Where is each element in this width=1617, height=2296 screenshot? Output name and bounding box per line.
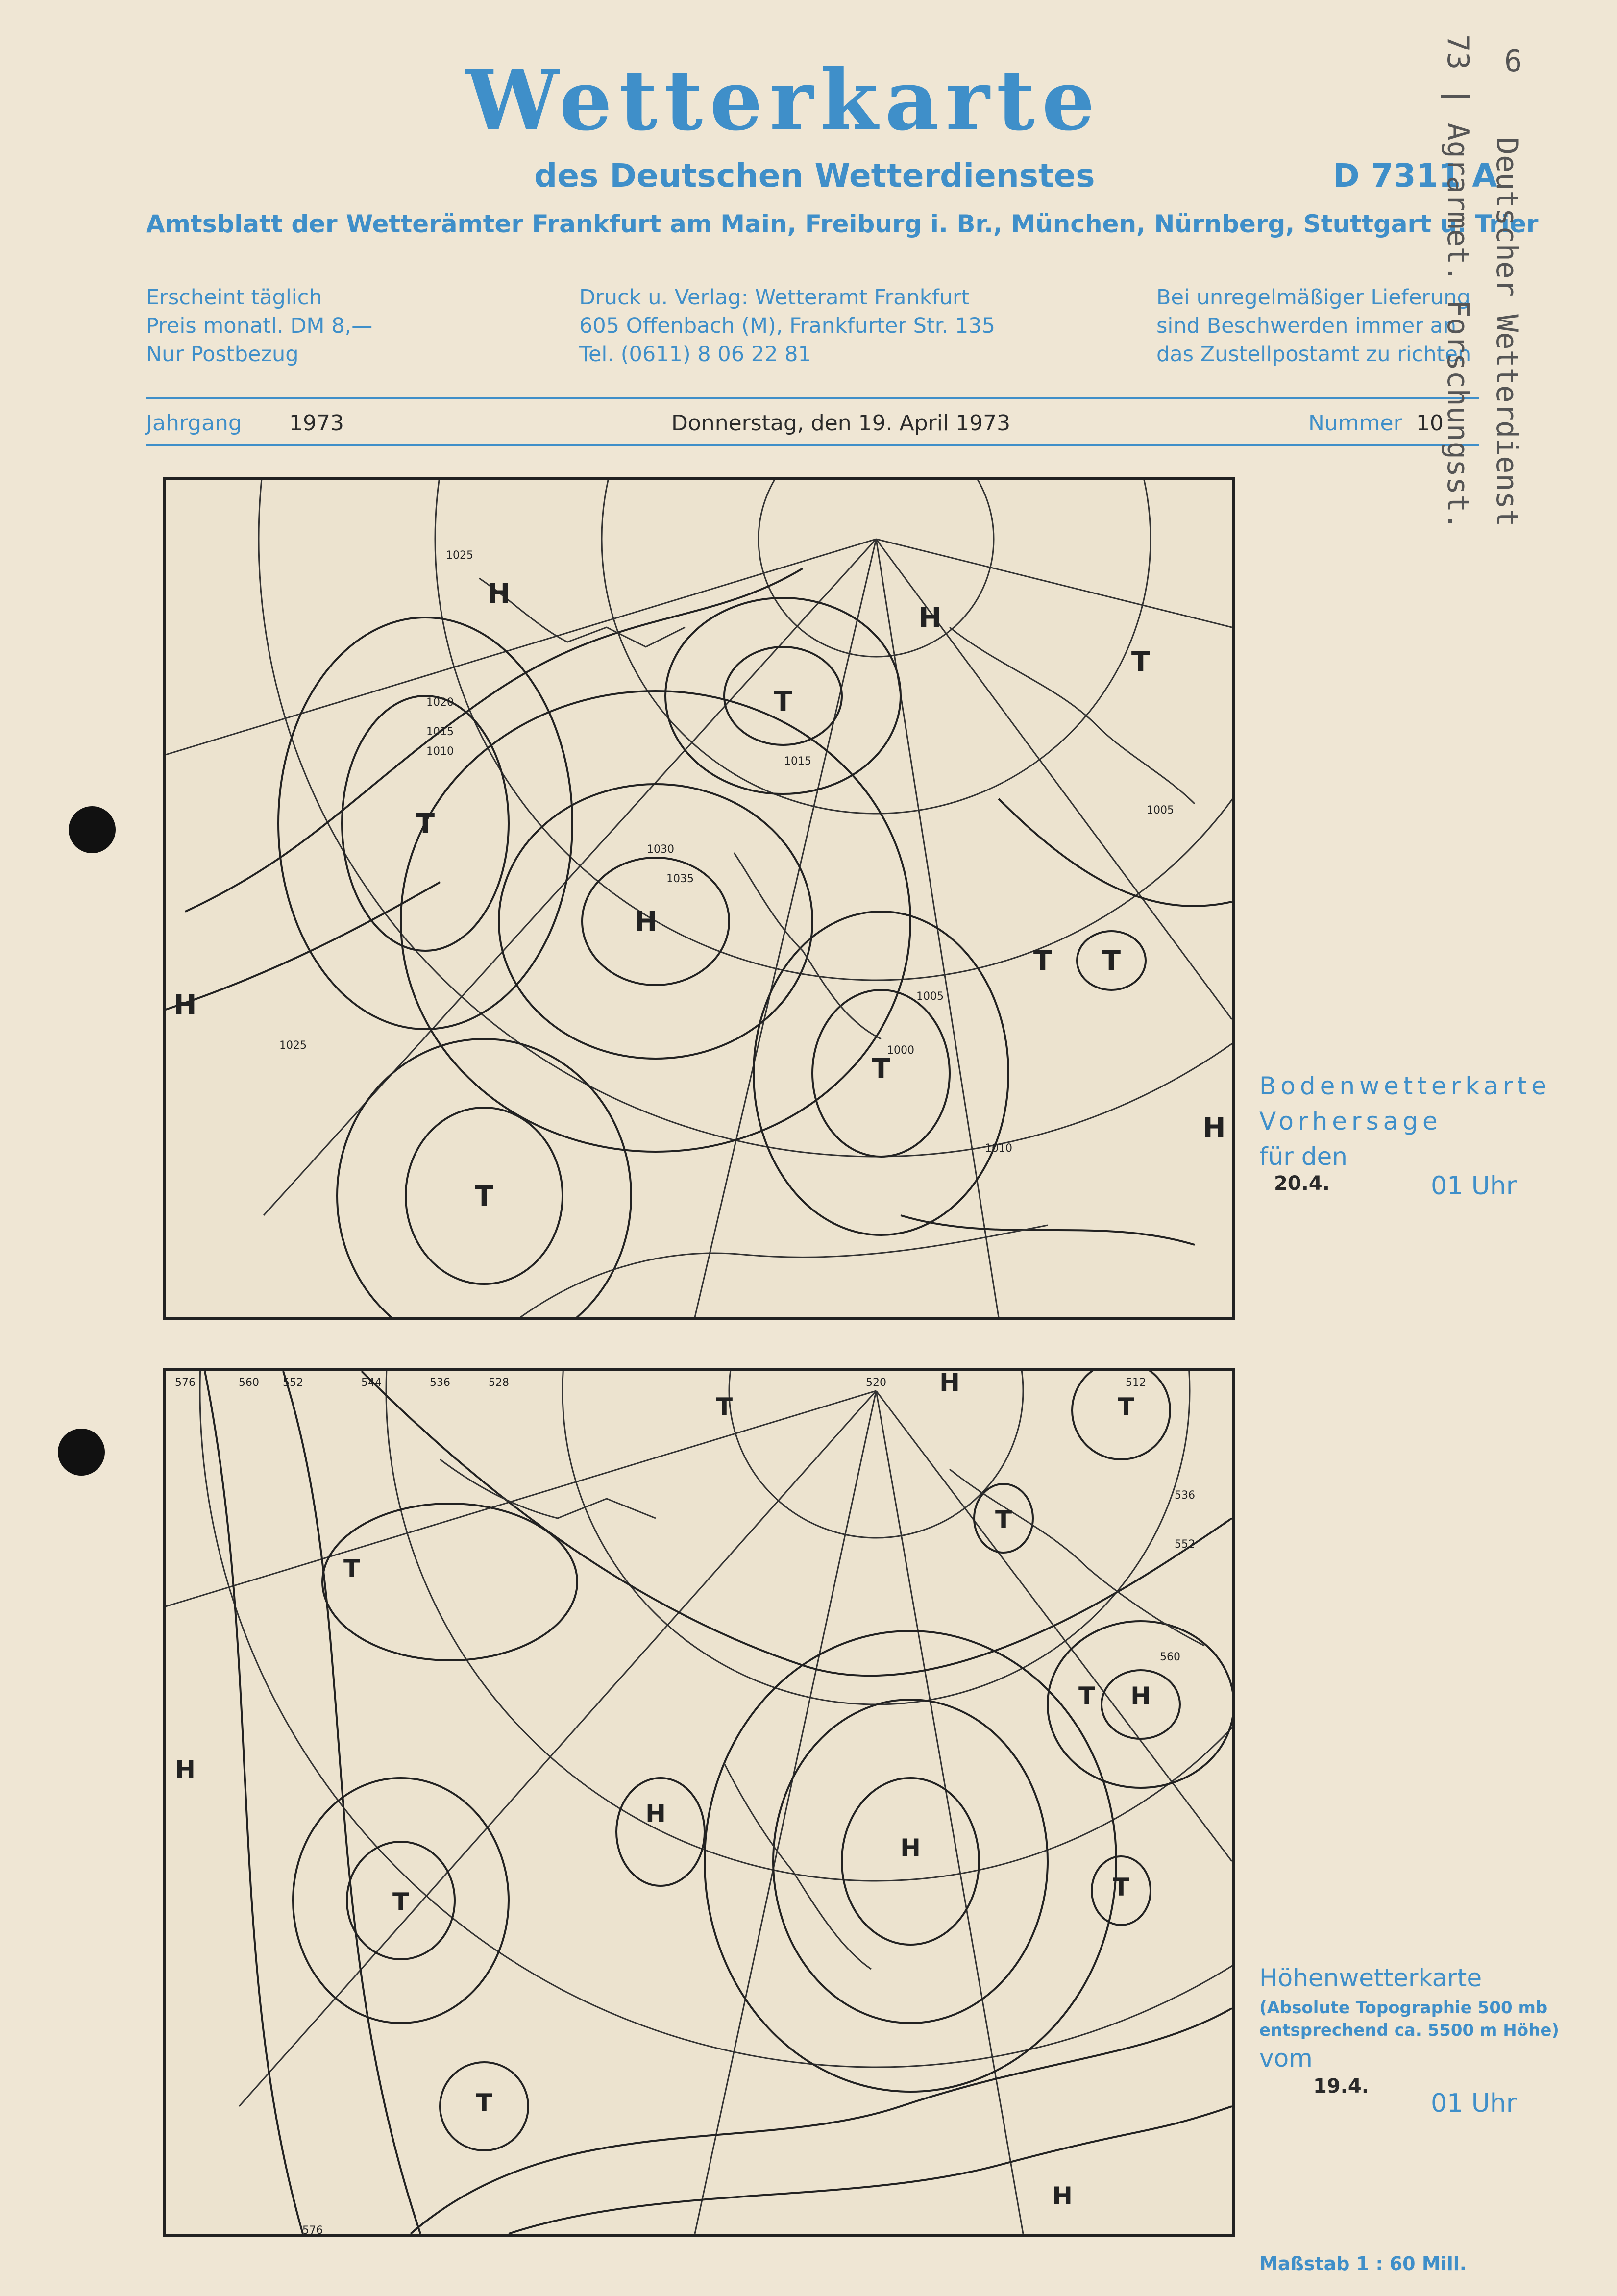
contour-label: 552 [283, 1377, 303, 1389]
number-value: 10 [1416, 411, 1444, 436]
height-system-low: T [995, 1506, 1012, 1534]
height-system-low: T [1078, 1682, 1096, 1710]
isobar-label: 1025 [279, 1039, 307, 1052]
upper-map-note-1: (Absolute Topographie 500 mb [1259, 1998, 1548, 2018]
height-contour [205, 1371, 303, 2234]
isobar-label: 1025 [446, 549, 473, 562]
graticule-circle [729, 1371, 1023, 1538]
isobar-label: 1030 [647, 843, 674, 856]
pressure-system-low: T [1033, 945, 1053, 977]
header-rule-bottom [146, 444, 1479, 446]
isobar-label: 1015 [426, 726, 454, 738]
upper-map-title: Höhenwetterkarte [1259, 1964, 1482, 1992]
contour-label: 512 [1126, 1377, 1146, 1389]
contour-label: 520 [866, 1377, 886, 1389]
isobar-label: 1010 [985, 1142, 1012, 1155]
contour-label: 536 [1175, 1489, 1195, 1502]
surface-map-hour: 01 Uhr [1431, 1171, 1517, 1201]
surface-map-drawing [166, 480, 1232, 1317]
height-system-low: T [715, 1393, 733, 1421]
institution-stamp-line1: Deutscher Wetterdienst [1490, 137, 1524, 527]
pressure-system-low: T [474, 1181, 494, 1212]
height-contour [322, 1504, 577, 1660]
graticule-circle [386, 1371, 1232, 1881]
info-line: Erscheint täglich [146, 285, 322, 310]
contour-label: 576 [175, 1377, 196, 1389]
height-contour [509, 2106, 1232, 2234]
info-line: Preis monatl. DM 8,— [146, 314, 373, 338]
subscription-info [146, 283, 372, 369]
info-line: das Zustellpostamt zu richten [1156, 342, 1471, 367]
height-system-low: T [392, 1888, 410, 1916]
map-scale: Maßstab 1 : 60 Mill. [1259, 2253, 1467, 2274]
punch-hole [58, 1429, 105, 1476]
meridian-line [239, 1391, 876, 2106]
graticule-circle [259, 480, 1232, 1157]
masthead-title: Wetterkarte [466, 51, 1102, 149]
publisher-info [579, 283, 995, 369]
height-system-low: T [1112, 1873, 1130, 1901]
number-label: Nummer [1308, 411, 1402, 436]
isobar-label: 1015 [784, 755, 811, 767]
meridian-line [695, 1391, 876, 2234]
contour-label: 536 [430, 1377, 450, 1389]
coastline [460, 1225, 1048, 1317]
coastline [950, 1469, 1204, 1646]
height-system-high: H [175, 1755, 196, 1784]
contour-label: 552 [1175, 1538, 1195, 1551]
upper-map-date: 19.4. [1313, 2075, 1369, 2098]
upper-map-vom-label: vom [1259, 2044, 1313, 2073]
issue-date: Donnerstag, den 19. April 1973 [671, 411, 1011, 436]
graticule-circle [435, 480, 1232, 980]
isobar [999, 799, 1232, 906]
meridian-line [166, 539, 876, 755]
year-label: Jahrgang [146, 411, 242, 436]
info-line: Druck u. Verlag: Wetteramt Frankfurt [579, 285, 970, 310]
delivery-notice [1156, 283, 1471, 369]
coastline [950, 627, 1195, 804]
official-gazette-line: Amtsblatt der Wetterämter Frankfurt am Main, Freiburg i. Br., München, Nürnberg, Stuttgart u. Trier [146, 210, 1539, 238]
punch-hole [69, 806, 116, 853]
isobar [901, 1215, 1195, 1245]
upper-map-drawing [166, 1371, 1232, 2234]
isobar-label: 1005 [1147, 804, 1174, 816]
masthead-subtitle: des Deutschen Wetterdienstes [534, 157, 1095, 195]
institution-stamp-line2: 73 | Agrarmet. Forschungsst. [1441, 34, 1475, 530]
info-line: sind Beschwerden immer an [1156, 314, 1457, 338]
coastline [724, 1763, 871, 1969]
stamp-corner-mark: 6 [1504, 44, 1522, 78]
height-system-high: H [1130, 1682, 1151, 1710]
upper-air-map [163, 1368, 1235, 2237]
surface-map-date: 20.4. [1274, 1172, 1330, 1195]
isobar-label: 1005 [916, 990, 944, 1003]
pressure-system-high: H [918, 602, 942, 634]
surface-map-for-label: für den [1259, 1142, 1348, 1171]
info-line: Tel. (0611) 8 06 22 81 [579, 342, 811, 367]
isobar-label: 1035 [666, 873, 694, 885]
header-rule-top [146, 397, 1479, 399]
meridian-line [695, 539, 876, 1317]
upper-map-caption [1259, 1960, 1482, 1996]
surface-map-subtitle: Vorhersage [1259, 1107, 1442, 1136]
pressure-system-high: H [634, 906, 658, 938]
upper-map-note-2: entsprechend ca. 5500 m Höhe) [1259, 2021, 1559, 2040]
contour-label: 528 [489, 1377, 509, 1389]
info-line: 605 Offenbach (M), Frankfurter Str. 135 [579, 314, 995, 338]
coastline [734, 853, 881, 1039]
graticule-circle [602, 480, 1151, 814]
surface-weather-map [163, 477, 1235, 1320]
pressure-system-low: T [871, 1053, 891, 1085]
contour-label: 560 [1160, 1651, 1180, 1663]
upper-map-hour: 01 Uhr [1431, 2089, 1517, 2118]
isobar-label: 1020 [426, 696, 454, 709]
height-system-high: H [1052, 2182, 1073, 2210]
surface-map-title: Bodenwetterkarte [1259, 1072, 1551, 1100]
pressure-system-low: T [1131, 646, 1151, 678]
graticule-circle [200, 1371, 1232, 2067]
height-system-low: T [343, 1555, 361, 1583]
contour-label: 544 [361, 1377, 382, 1389]
info-line: Nur Postbezug [146, 342, 299, 367]
pressure-system-high: H [487, 578, 511, 610]
surface-map-caption [1259, 1068, 1551, 1174]
meridian-line [166, 1391, 876, 1606]
height-system-high: H [645, 1800, 666, 1828]
isobar [337, 1039, 631, 1317]
pressure-system-low: T [1102, 945, 1121, 977]
height-system-low: T [1117, 1393, 1135, 1421]
height-contour [616, 1778, 705, 1886]
isobar-label: 1000 [887, 1044, 914, 1057]
pressure-system-low: T [416, 808, 435, 840]
info-line: Bei unregelmäßiger Lieferung [1156, 285, 1470, 310]
isobar-label: 1010 [426, 745, 454, 758]
height-system-high: H [900, 1834, 921, 1862]
height-contour [283, 1371, 420, 2234]
year-value: 1973 [289, 411, 344, 436]
pressure-system-high: H [1202, 1112, 1226, 1144]
contour-label: 560 [239, 1377, 259, 1389]
height-system-low: T [475, 2089, 493, 2117]
contour-label: 576 [302, 2224, 323, 2234]
pressure-system-low: T [773, 686, 793, 717]
publication-code: D 7311 A [1333, 157, 1497, 195]
pressure-system-high: H [173, 989, 197, 1021]
height-contour [411, 2008, 1232, 2234]
height-system-high: H [939, 1371, 960, 1397]
